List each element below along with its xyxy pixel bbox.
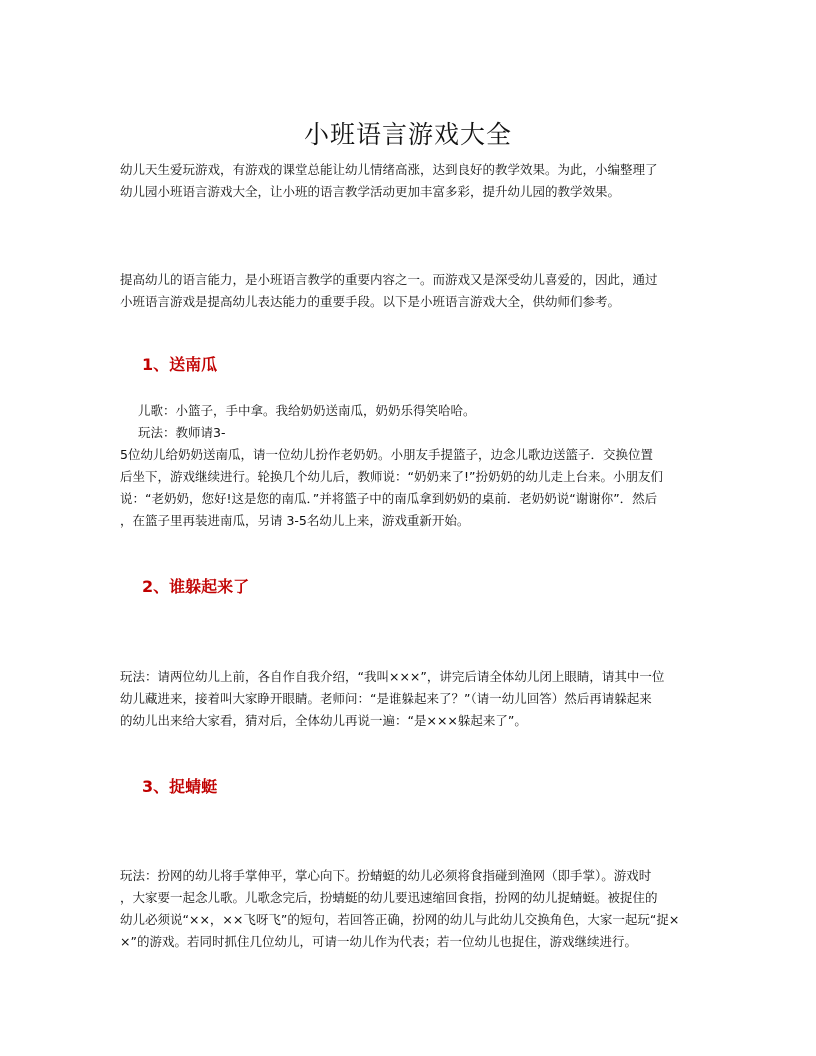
overview-paragraph — [120, 269, 710, 313]
overview-line: 小班语言游戏是提高幼儿表达能力的重要手段。以下是小班语言游戏大全，供幼师们参考。 — [120, 294, 621, 309]
section-heading-3: 3、捉蜻蜓 — [142, 777, 218, 796]
overview-line: 提高幼儿的语言能力，是小班语言教学的重要内容之一。而游戏又是深受幼儿喜爱的，因此，通过 — [120, 272, 658, 287]
section-body-3 — [120, 865, 710, 953]
body-line: 后坐下，游戏继续进行。轮换几个幼儿后，教师说：“奶奶来了!”扮奶奶的幼儿走上台来。小朋友们 — [120, 469, 663, 484]
intro-paragraph — [120, 159, 710, 203]
intro-line: 幼儿天生爱玩游戏，有游戏的课堂总能让幼儿情绪高涨，达到良好的教学效果。为此，小编整理了 — [120, 162, 658, 177]
section-heading-1: 1、送南瓜 — [142, 355, 218, 374]
body-line: ×”的游戏。若同时抓住几位幼儿，可请一幼儿作为代表；若一位幼儿也捉住，游戏继续进行。 — [120, 934, 637, 949]
body-line: 儿歌：小篮子，手中拿。我给奶奶送南瓜，奶奶乐得笑哈哈。 — [138, 403, 476, 418]
body-line: 说：“老奶奶，您好!这是您的南瓜．”并将篮子中的南瓜拿到奶奶的桌前．老奶奶说“谢谢你”．然后 — [120, 491, 658, 506]
section-heading-2: 2、谁躲起来了 — [142, 577, 250, 596]
intro-line: 幼儿园小班语言游戏大全，让小班的语言教学活动更加丰富多彩，提升幼儿园的教学效果。 — [120, 184, 621, 199]
body-line: ，在篮子里再装进南瓜，另请 3-5名幼儿上来，游戏重新开始。 — [120, 513, 470, 528]
section-body-1 — [120, 400, 710, 532]
body-line: ，大家要一起念儿歌。儿歌念完后，扮蜻蜓的幼儿要迅速缩回食指，扮网的幼儿捉蜻蜓。被捉住的 — [120, 890, 658, 905]
section-body-2 — [120, 666, 710, 732]
body-line: 玩法：扮网的幼儿将手掌伸平，掌心向下。扮蜻蜓的幼儿必须将食指碰到渔网（即手掌）。游戏时 — [120, 868, 652, 883]
body-line: 玩法：教师请3- — [138, 425, 226, 440]
body-line: 5位幼儿给奶奶送南瓜，请一位幼儿扮作老奶奶。小朋友手提篮子，边念儿歌边送篮子．交换位置 — [120, 447, 653, 462]
body-line: 的幼儿出来给大家看，猜对后，全体幼儿再说一遍：“是×××躲起来了”。 — [120, 713, 527, 728]
body-line: 幼儿藏进来，接着叫大家睁开眼睛。老师问：“是谁躲起来了？”（请一幼儿回答）然后再请躲起来 — [120, 691, 652, 706]
body-line: 玩法：请两位幼儿上前，各自作自我介绍，“我叫×××”，讲完后请全体幼儿闭上眼睛，请其中一位 — [120, 669, 665, 684]
document-title: 小班语言游戏大全 — [303, 120, 512, 149]
body-line: 幼儿必须说“××，××飞呀飞”的短句，若回答正确，扮网的幼儿与此幼儿交换角色，大家一起玩“捉× — [120, 912, 680, 927]
